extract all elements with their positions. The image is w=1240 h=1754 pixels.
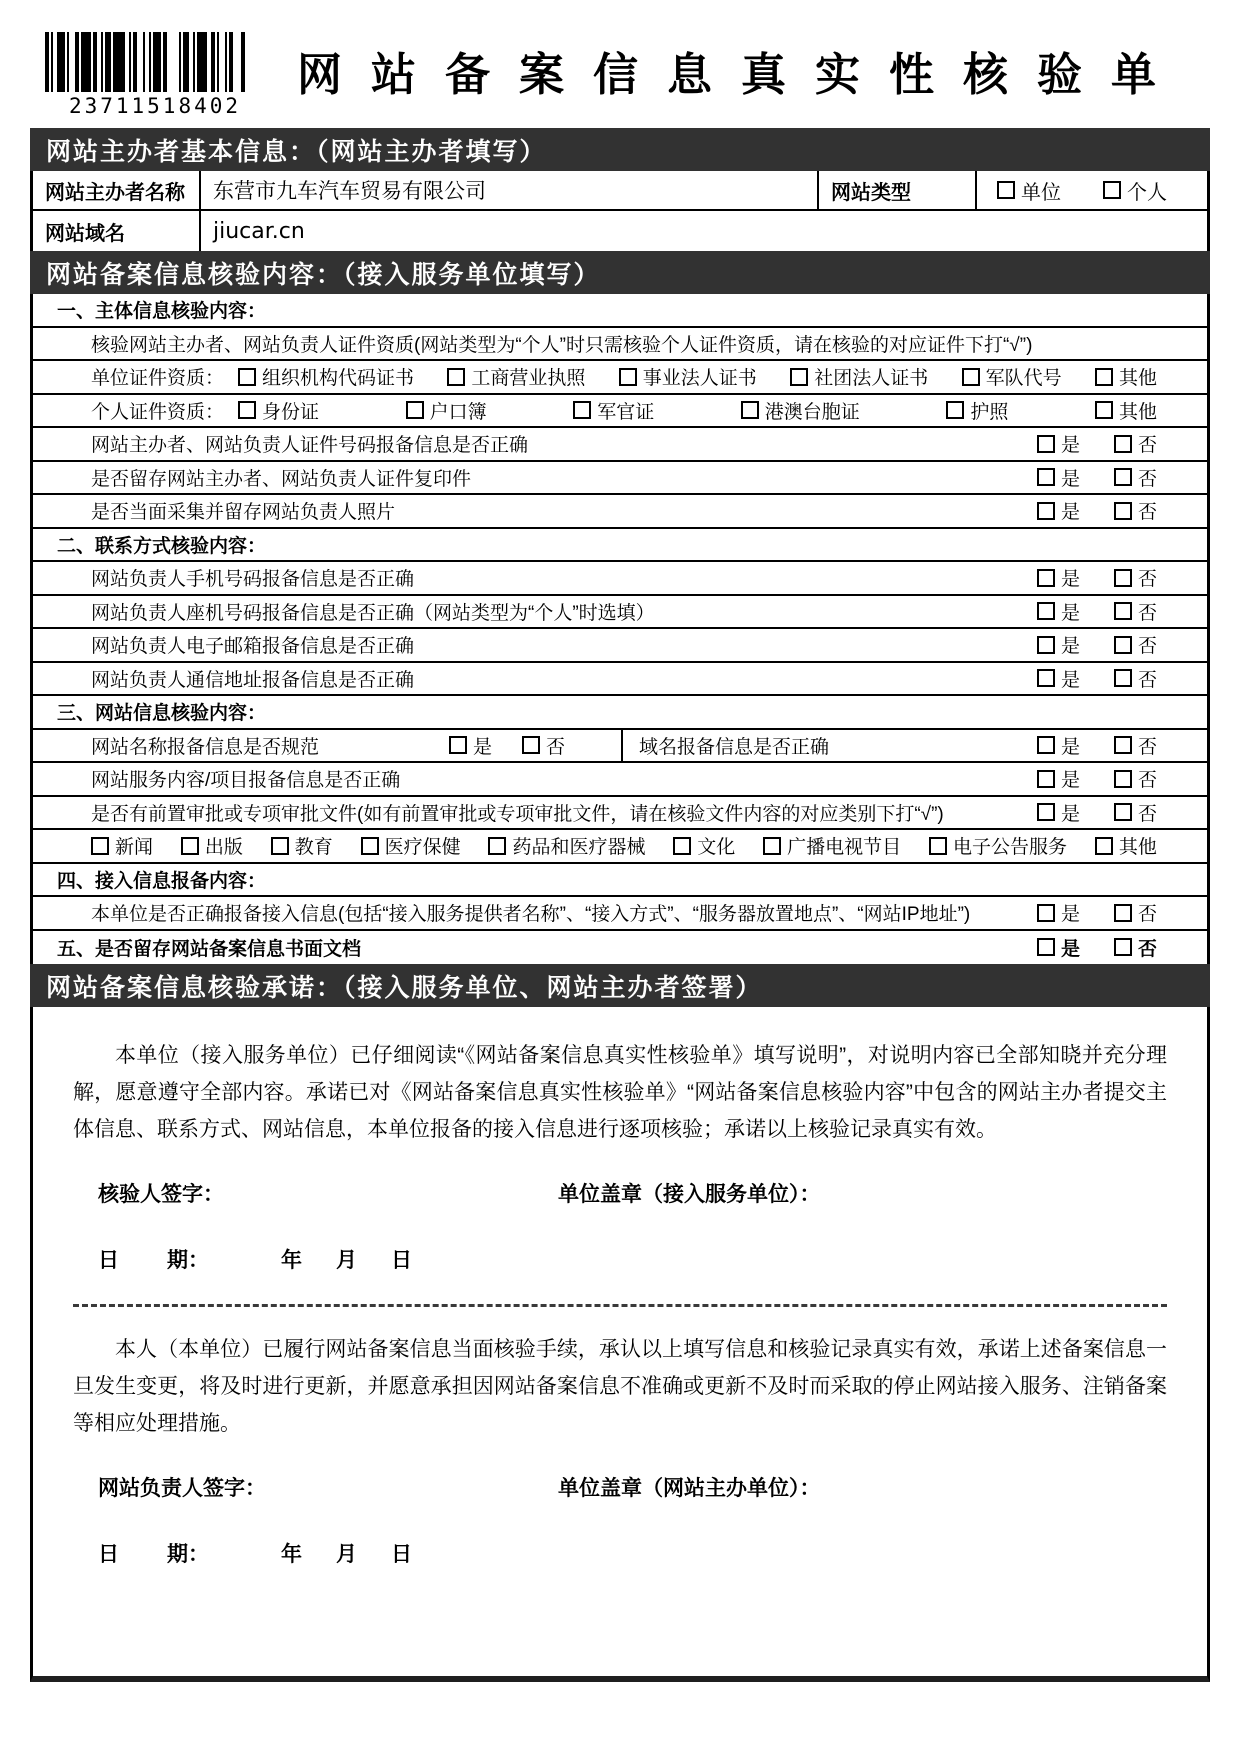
yes-no-group [1037,564,1207,591]
checklist-row [33,328,1207,362]
option-label: 否 [1137,803,1157,825]
row-text: 一、主体信息核验内容： [57,301,267,323]
date-token: 日 [98,1249,119,1272]
row-text: 网站主办者、网站负责人证件号码报备信息是否正确 [91,435,529,457]
signature-row [73,1178,1167,1208]
checkbox-icon [619,368,637,386]
barcode-gap [233,32,241,92]
checklist-row [33,864,1207,898]
unit-seal-isp-label: 单位盖章（接入服务单位）： [558,1183,821,1206]
split-left [33,730,623,762]
option-label: 是 [472,736,492,758]
domain-label: 网站域名 [33,211,201,251]
checkbox-icon [449,736,467,754]
row-text: 核验网站主办者、网站负责人证件资质(网站类型为“个人”时只需核验个人证件资质，请在核验的对应证件下打“√”) [91,334,1033,356]
barcode-number: 23711518402 [68,94,242,118]
date-token: 日 [98,1543,119,1566]
checkbox-icon [997,181,1015,199]
date-token: 年 [281,1543,302,1566]
option-label: 广播电视节目 [787,837,902,859]
checkbox-icon [1114,636,1132,654]
option-label: 医疗保健 [384,837,461,859]
checklist-row [33,797,1207,831]
yes-no-group [1037,765,1207,792]
option-label: 事业法人证书 [642,368,757,390]
checkbox-icon [447,368,465,386]
option [238,397,319,424]
option-label: 工商营业执照 [471,368,586,390]
option-label: 个人 [1127,181,1167,204]
option-label: 出版 [204,837,243,859]
checkbox-icon [1114,435,1132,453]
no-option [522,732,565,759]
checkbox-icon [1037,904,1055,922]
option-label: 否 [1137,502,1157,524]
option-label: 是 [1060,502,1080,524]
option [946,397,1008,424]
site-type-options [977,171,1207,209]
checkbox-icon [238,368,256,386]
checkbox-icon [1037,669,1055,687]
option-label: 否 [1137,636,1157,658]
date-row [73,1244,1167,1274]
checklist-row [33,462,1207,496]
options-group-label: 个人证件资质： [91,401,225,423]
checkbox-icon [1037,803,1055,821]
barcode-bar [241,32,245,92]
checklist-row [33,294,1207,328]
date-token: 日 [391,1543,412,1566]
yes-no-group [1037,631,1207,658]
date-token: 期： [167,1543,209,1566]
row-text: 二、联系方式核验内容： [57,535,267,557]
checkbox-icon [929,837,947,855]
checkbox-icon [1095,837,1113,855]
option [238,363,414,390]
no-option [1114,799,1157,826]
checkbox-icon [1037,938,1055,956]
checkbox-icon [488,837,506,855]
no-option [1114,564,1157,591]
row-text: 网站服务内容/项目报备信息是否正确 [91,770,401,792]
no-option [1114,598,1157,625]
pledge-section [33,1007,1207,1676]
options-group [91,832,1207,859]
page-header [0,0,1240,128]
barcode-block [45,32,265,118]
option-label: 否 [1137,602,1157,624]
checkbox-icon [1114,468,1132,486]
no-option [1114,464,1157,491]
option-label: 其他 [1118,368,1157,390]
row-text: 网站负责人通信地址报备信息是否正确 [91,669,415,691]
yes-no-group [1037,934,1207,961]
verification-checklist [33,294,1207,964]
option [790,363,928,390]
pledge-paragraph-isp: 本单位（接入服务单位）已仔细阅读“《网站备案信息真实性核验单》填写说明”，对说明内容已全部知晓并充分理解，愿意遵守全部内容。承诺已对《网站备案信息真实性核验单》“网站备案信息核验内容”中包含的网站主办者提交主体信息、联系方式、网站信息，本单位报备的接入信息进行逐项核验；承诺以上核验记录真实有效。 [73,1044,1167,1141]
checkbox-icon [1114,770,1132,788]
checklist-row [33,562,1207,596]
checkbox-icon [1037,502,1055,520]
yes-option [1037,732,1080,759]
checklist-row [33,897,1207,931]
option-label: 文化 [697,837,736,859]
option [741,397,860,424]
yes-option [1037,934,1080,961]
option-label: 药品和医疗器械 [512,837,646,859]
checkbox-icon [1037,602,1055,620]
option-label: 其他 [1118,837,1157,859]
option-label: 是 [1060,468,1080,490]
option-label: 否 [1137,468,1157,490]
yes-option [1037,598,1080,625]
yes-no-group [1037,497,1207,524]
domain-value: jiucar.cn [213,218,305,244]
option-label: 是 [1060,669,1080,691]
option-label: 军官证 [597,401,655,423]
option [488,832,645,859]
option-label: 否 [1137,435,1157,457]
site-type-label: 网站类型 [819,171,977,209]
option-label: 是 [1060,736,1080,758]
barcode-gap [167,32,179,92]
yes-no-group [1037,665,1207,692]
option-label: 身份证 [262,401,320,423]
option-label: 港澳台胞证 [764,401,860,423]
option [271,832,333,859]
yes-no-group [1037,899,1207,926]
option [1095,397,1157,424]
no-option [1114,497,1157,524]
checkbox-icon [1114,502,1132,520]
barcode-bar [113,32,125,92]
option-label: 否 [1137,770,1157,792]
section-header-pledge: 网站备案信息核验承诺：（接入服务单位、网站主办者签署） [30,964,1210,1007]
option [619,363,757,390]
checklist-row [33,495,1207,529]
no-option [1114,765,1157,792]
option-label: 新闻 [115,837,154,859]
option-label: 否 [1137,736,1157,758]
yes-option [1037,564,1080,591]
checkbox-icon [1103,181,1121,199]
checkbox-icon [1114,904,1132,922]
option-label: 是 [1060,803,1080,825]
checkbox-icon [361,837,379,855]
yes-option [1037,899,1080,926]
checklist-row [33,395,1207,429]
option-label: 是 [1060,602,1080,624]
site-type-option-personal [1103,176,1167,205]
row-text: 网站负责人座机号码报备信息是否正确（网站类型为“个人”时选填） [91,602,655,624]
row-text: 五、是否留存网站备案信息书面文档 [57,938,362,960]
checkbox-icon [1095,368,1113,386]
no-option [1114,430,1157,457]
row-text: 域名报备信息是否正确 [639,736,830,758]
options-group-label: 单位证件资质： [91,368,225,390]
option-label: 组织机构代码证书 [262,368,415,390]
yes-option [1037,799,1080,826]
row-text: 是否留存网站主办者、网站负责人证件复印件 [91,468,472,490]
option-label: 社团法人证书 [814,368,929,390]
yes-no-group [1037,464,1207,491]
checkbox-icon [763,837,781,855]
checkbox-icon [1095,401,1113,419]
no-option [1114,899,1157,926]
barcode-bar [57,32,65,92]
checkbox-icon [522,736,540,754]
checkbox-icon [406,401,424,419]
option-label: 其他 [1118,401,1157,423]
no-option [1114,732,1157,759]
yes-option [1037,430,1080,457]
checklist-row [33,361,1207,395]
option-label: 否 [1137,669,1157,691]
date-token: 年 [281,1249,302,1272]
checkbox-icon [1114,569,1132,587]
option-label: 否 [1137,569,1157,591]
option [91,832,153,859]
checkbox-icon [91,837,109,855]
checkbox-icon [238,401,256,419]
option [673,832,735,859]
checkbox-icon [790,368,808,386]
site-type-option-unit [997,176,1061,205]
row-text: 三、网站信息核验内容： [57,703,267,725]
row-text: 四、接入信息报备内容： [57,870,267,892]
checkbox-icon [673,837,691,855]
option-label: 是 [1060,904,1080,926]
yes-no-group [1037,598,1207,625]
barcode [45,32,260,92]
yes-option [1037,665,1080,692]
checkbox-icon [1037,569,1055,587]
checklist-row [33,529,1207,563]
date-token: 月 [336,1249,357,1272]
checkbox-icon [573,401,591,419]
option-label: 教育 [294,837,333,859]
table-row [33,211,1207,251]
checkbox-icon [1114,803,1132,821]
checkbox-icon [1114,938,1132,956]
organizer-name-label: 网站主办者名称 [33,171,201,209]
options-group [238,397,1207,424]
option [361,832,461,859]
option-label: 否 [1137,904,1157,926]
row-text: 网站负责人电子邮箱报备信息是否正确 [91,636,415,658]
row-text: 网站名称报备信息是否规范 [91,736,320,758]
option-label: 电子公告服务 [953,837,1068,859]
checkbox-icon [1114,602,1132,620]
date-token: 日 [391,1249,412,1272]
option [962,363,1062,390]
option [929,832,1067,859]
option-label: 护照 [970,401,1009,423]
yes-no-group [449,732,621,759]
checkbox-icon [1037,770,1055,788]
date-token: 期： [167,1249,209,1272]
checkbox-icon [962,368,980,386]
yes-option [1037,464,1080,491]
table-row [33,171,1207,211]
barcode-bar [197,32,207,92]
option-label: 否 [545,736,565,758]
no-option [1114,934,1157,961]
row-text: 本单位是否正确报备接入信息(包括“接入服务提供者名称”、“接入方式”、“服务器放置地点”、“网站IP地址”) [91,904,971,926]
row-text: 网站负责人手机号码报备信息是否正确 [91,569,415,591]
checkbox-icon [946,401,964,419]
option [181,832,243,859]
row-text: 是否有前置审批或专项审批文件(如有前置审批或专项审批文件，请在核验文件内容的对应类别下打“√”) [91,803,944,825]
checkbox-icon [271,837,289,855]
option [1095,363,1157,390]
yes-no-group [1037,732,1207,759]
option [1095,832,1157,859]
barcode-bar [153,32,161,92]
row-text: 是否当面采集并留存网站负责人照片 [91,502,396,524]
date-row [73,1538,1167,1568]
checklist-row [33,931,1207,965]
no-option [1114,665,1157,692]
option [573,397,654,424]
page-title: 网站备案信息真实性核验单 [297,49,1186,100]
checkbox-icon [1114,736,1132,754]
option-label: 单位 [1021,181,1061,204]
organizer-name-value: 东营市九车汽车贸易有限公司 [201,171,819,209]
option [763,832,901,859]
option [406,397,487,424]
inspector-signature-label: 核验人签字： [98,1183,224,1206]
option [447,363,585,390]
option-label: 否 [1137,938,1157,960]
yes-no-group [1037,799,1207,826]
checklist-row [33,763,1207,797]
signature-row [73,1472,1167,1502]
checklist-row [33,830,1207,864]
option-label: 是 [1060,569,1080,591]
checklist-row [33,663,1207,697]
pledge-paragraph-organizer: 本人（本单位）已履行网站备案信息当面核验手续，承认以上填写信息和核验记录真实有效，承诺上述备案信息一旦发生变更，将及时进行更新，并愿意承担因网站备案信息不准确或更新不及时而采取的停止网站接入服务、注销备案等相应处理措施。 [73,1338,1167,1435]
option-label: 是 [1060,938,1080,960]
checkbox-icon [181,837,199,855]
checkbox-icon [1037,736,1055,754]
section-header-verification-content: 网站备案信息核验内容：（接入服务单位填写） [30,251,1210,294]
form-body [30,128,1210,1682]
option-label: 是 [1060,435,1080,457]
split-right [623,730,1207,762]
section-header-basic-info: 网站主办者基本信息：（网站主办者填写） [30,128,1210,171]
option-label: 是 [1060,636,1080,658]
no-option [1114,631,1157,658]
yes-option [1037,765,1080,792]
checklist-row [33,596,1207,630]
checkbox-icon [1037,636,1055,654]
checklist-row [33,730,1207,764]
checkbox-icon [1037,435,1055,453]
checkbox-icon [1037,468,1055,486]
barcode-bar [81,32,91,92]
dashed-divider [73,1304,1167,1307]
checkbox-icon [1114,669,1132,687]
checkbox-icon [741,401,759,419]
yes-option [1037,497,1080,524]
checklist-row [33,696,1207,730]
option-label: 户口簿 [429,401,487,423]
yes-option [1037,631,1080,658]
options-group [238,363,1207,390]
responsible-person-signature-label: 网站负责人签字： [98,1477,266,1500]
option-label: 军队代号 [985,368,1062,390]
checklist-row [33,428,1207,462]
yes-no-group [1037,430,1207,457]
date-token: 月 [336,1543,357,1566]
checklist-row [33,629,1207,663]
yes-option [449,732,492,759]
unit-seal-organizer-label: 单位盖章（网站主办单位）： [558,1477,821,1500]
option-label: 是 [1060,770,1080,792]
